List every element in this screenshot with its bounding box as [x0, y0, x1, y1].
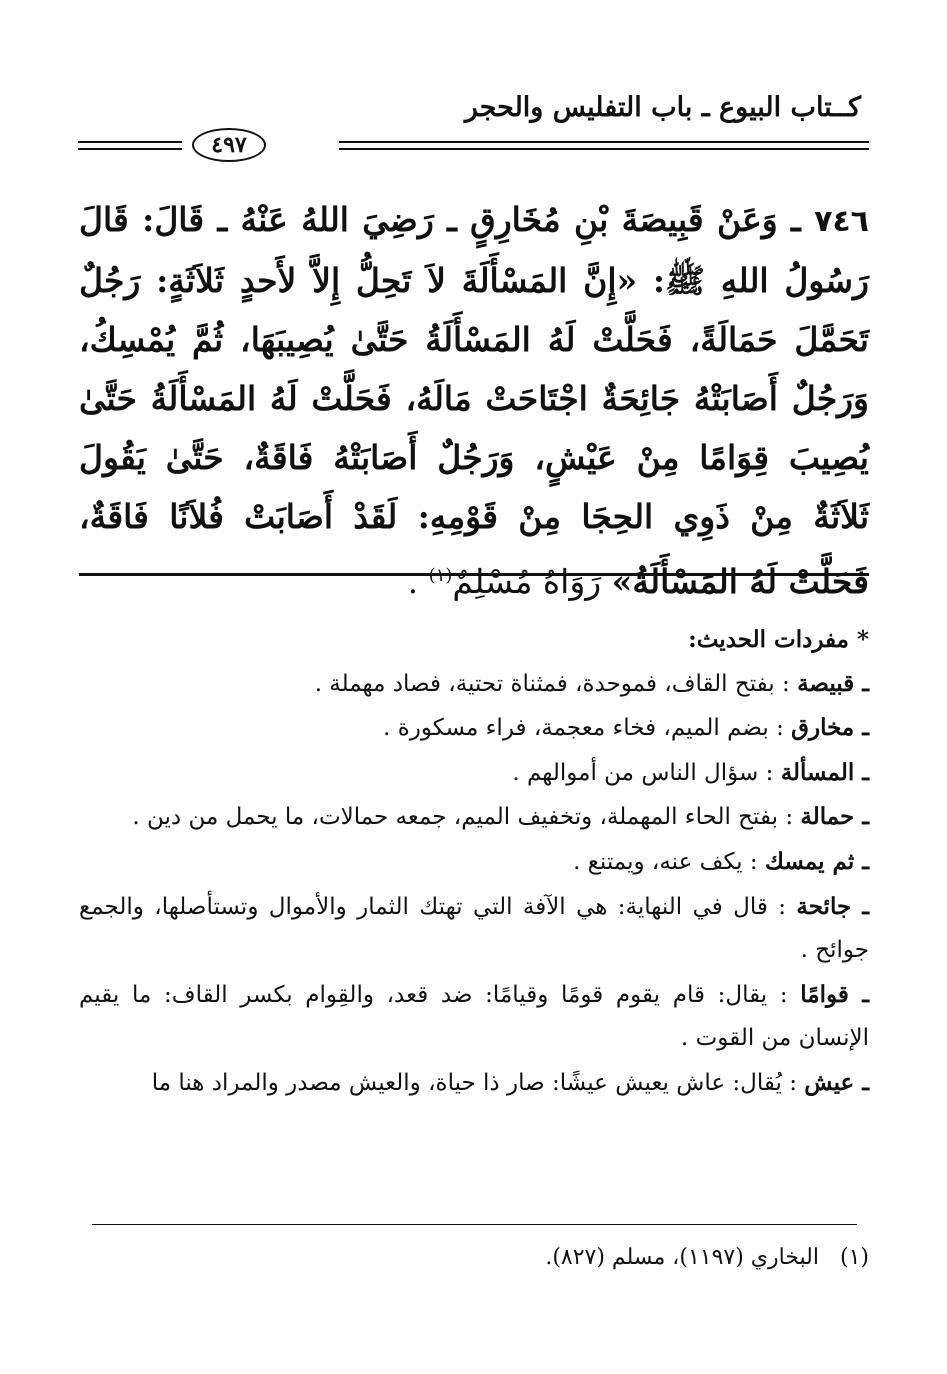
hadith-source: رَوَاهُ مُسْلِمٌ	[452, 562, 612, 601]
vocab-item	[79, 973, 869, 1061]
footnote-number: (١)	[839, 1245, 869, 1270]
hadith-dash: ـ	[777, 200, 815, 239]
vocab-term: ـ قبيصة	[797, 669, 869, 697]
running-title: كــتاب البيوع ـ باب التفليس والحجر	[464, 92, 861, 123]
hadith-body: «إِنَّ المَسْأَلَةَ لاَ تَحِلُّ إِلاَّ لأَحدٍ ثَلاَثَةٍ: رَجُلٌ تَحَمَّلَ حَمَالَةً، فَحَلَّتْ لَهُ المَسْأَلَةُ حَتَّىٰ يُصِيبَهَا، ثُمَّ يُمْسِكُ، وَرَجُلٌ أَصَابَتْهُ جَائِحَةٌ اجْتَاحَتْ مَالَهُ، فَحَلَّتْ لَهُ المَسْأَلَةُ حَتَّىٰ يُصِيبَ قِوَامًا مِنْ عَيْشٍ، وَرَجُلٌ أَصَابَتْهُ فَاقَةٌ، حَتَّىٰ يَقُولَ ثَلاَثَةٌ مِنْ ذَوِي الحِجَا مِنْ قَوْمِهِ: لَقَدْ أَصَابَتْ فُلاَنًا فَاقَةٌ، فَحَلَّتْ لَهُ المَسْأَلَةُ»	[79, 261, 869, 601]
vocab-item	[79, 840, 869, 885]
hadith-end: .	[407, 562, 429, 601]
vocabulary-section	[79, 618, 869, 1106]
vocab-term: ـ مخارق	[791, 714, 869, 742]
vocab-item	[79, 885, 869, 973]
header-rule-bottom-left	[78, 148, 182, 150]
vocab-definition: : بفتح القاف، فموحدة، فمثناة تحتية، فصاد مهملة .	[314, 670, 790, 697]
vocab-definition: : بفتح الحاء المهملة، وتخفيف الميم، جمعه حمالات، ما يحمل من دين .	[132, 804, 794, 831]
hadith-number: ٧٤٦	[814, 204, 869, 239]
vocab-definition: : بضم الميم، فخاء معجمة، فراء مسكورة .	[383, 715, 784, 742]
vocabulary-heading: * مفردات الحديث:	[688, 626, 869, 653]
header-rule-bottom	[339, 148, 869, 150]
footnote-rule	[92, 1224, 857, 1225]
vocab-item	[79, 795, 869, 840]
vocab-term: ـ قوامًا	[800, 980, 869, 1008]
page-number: ٤٩٧	[192, 128, 266, 162]
vocab-term: ـ المسألة	[780, 758, 869, 786]
header-rule-top-left	[78, 141, 182, 143]
footnote	[545, 1238, 869, 1278]
vocab-definition: : يكف عنه، ويمتنع .	[573, 848, 758, 875]
vocab-item	[79, 1061, 869, 1106]
hadith-text	[79, 190, 869, 611]
vocab-definition: : قال في النهاية: هي الآفة التي تهتك الثمار والأموال وتستأصلها، والجمع جوائح .	[79, 893, 869, 964]
vocab-definition: : يقال: قام يقوم قومًا وقيامًا: ضد قعد، والقِوام بكسر القاف: ما يقيم الإنسان من القوت .	[79, 981, 869, 1052]
vocab-term: ـ عيش	[804, 1068, 869, 1096]
hadith-narration: وَعَنْ قَبِيصَةَ بْنِ مُخَارِقٍ ـ رَضِيَ اللهُ عَنْهُ ـ قَالَ: قَالَ رَسُولُ اللهِ ﷺ:	[79, 200, 869, 300]
header-rule-top	[339, 141, 869, 143]
vocab-item	[79, 751, 869, 796]
page-header	[78, 92, 869, 162]
section-separator	[79, 573, 869, 576]
footnote-marker: (١)	[428, 565, 453, 586]
vocab-item	[79, 662, 869, 707]
vocab-term: ـ جائحة	[796, 892, 869, 920]
footnote-text: البخاري (١١٩٧)، مسلم (٨٢٧).	[545, 1245, 819, 1270]
vocab-term: ـ ثم يمسك	[764, 847, 869, 875]
vocab-term: ـ حمالة	[800, 803, 869, 831]
vocab-item	[79, 706, 869, 751]
vocab-definition: : سؤال الناس من أموالهم .	[512, 759, 774, 786]
vocab-definition: : يُقال: عاش يعيش عيشًا: صار ذا حياة، والعيش مصدر والمراد هنا ما	[151, 1069, 797, 1096]
